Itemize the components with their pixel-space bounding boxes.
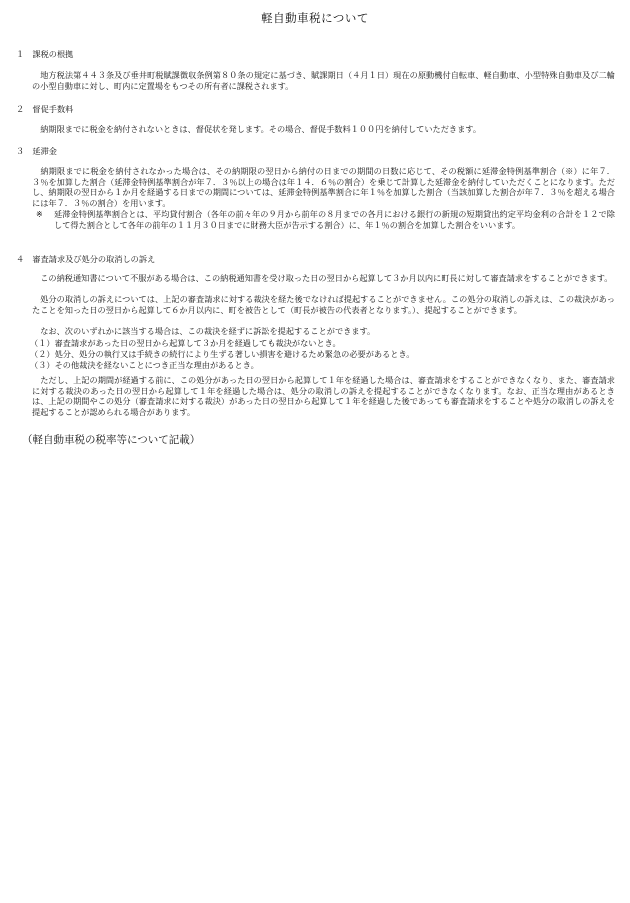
list-item: （２）処分、処分の執行又は手続きの続行により生ずる著しい損害を避けるため緊急の必要があるとき。 <box>30 349 415 359</box>
section-paragraph: ただし、上記の期間が経過する前に、この処分があった日の翌日から起算して１年を経過した場合は、審査請求をすることができなくなり、また、審査請求に対する裁決のあった日の翌日から起算して１年を経過した場合は、処分の取消しの訴えを提起することができなくなります。なお、正当な理由があるときは、上記の期間やこの処分（審査請求に対する裁決）があった日の翌日から起算して１年を経過した後であっても審査請求をすることや処分の取消しの訴えを提起することが認められる場合があります。 <box>32 375 615 417</box>
section-paragraph: 地方税法第４４３条及び垂井町税賦課徴収条例第８０条の規定に基づき、賦課期日（４月１日）現在の原動機付自転車、軽自動車、小型特殊自動車及び二輪の小型自動車に対し、町内に定置場をもつその所有者に課税されます。 <box>32 70 615 91</box>
footer-note: （軽自動車税の税率等について記載） <box>22 434 201 446</box>
footnote-mark: ※ <box>36 209 43 219</box>
section-paragraph: 納期限までに税金を納付されなかった場合は、その納期限の翌日から納付の日までの期間の日数に応じて、その税額に延滞金特例基準割合（※）に年７．３％を加算した割合（延滞金特例基準割合が年７．３％以上の場合は年１４．６％の割合）を乗じて計算した延滞金を納付していただくことになります。ただし、納期限の翌日から１か月を経過する日までの期間については、延滞金特例基準割合に年１％を加算した割合（当該加算した割合が年７．３％を超える場合には年７．３％の割合）を用います。 <box>32 166 615 208</box>
section-heading-appeal: ４ 審査請求及び処分の取消しの訴え <box>16 254 156 264</box>
footnote <box>36 209 615 230</box>
section-heading-reminder-fee: ２ 督促手数料 <box>16 104 74 114</box>
list-item: （１）審査請求があった日の翌日から起算して３か月を経過しても裁決がないとき。 <box>30 338 341 348</box>
section-paragraph: この納税通知書について不服がある場合は、この納税通知書を受け取った日の翌日から起算して３か月以内に町長に対して審査請求をすることができます。 <box>32 273 613 283</box>
section-paragraph: 処分の取消しの訴えについては、上記の審査請求に対する裁決を経た後でなければ提起することができません。この処分の取消しの訴えは、この裁決があったことを知った日の翌日から起算して６か月以内に、町を被告として（町長が被告の代表者となります。）、提起することができます。 <box>32 294 615 315</box>
section-paragraph: 納期限までに税金を納付されないときは、督促状を発します。その場合、督促手数料１００円を納付していただきます。 <box>32 124 482 134</box>
section-paragraph: なお、次のいずれかに該当する場合は、この裁決を経ずに訴訟を提起することができます。 <box>32 326 376 336</box>
page-title: 軽自動車税について <box>261 11 369 25</box>
section-heading-tax-basis: １ 課税の根拠 <box>16 49 74 59</box>
section-heading-late-fee: ３ 延滞金 <box>16 146 57 156</box>
list-item: （３）その他裁決を経ないことにつき正当な理由があるとき。 <box>30 360 259 370</box>
footnote-text: 延滞金特例基準割合とは、平均貸付割合（各年の前々年の９月から前年の８月までの各月における銀行の新規の短期貸出約定平均金利の合計を１２で除して得た割合として各年の前年の１１月３０日までに財務大臣が告示する割合）に、年１％の割合を加算した割合をいいます。 <box>54 209 615 230</box>
